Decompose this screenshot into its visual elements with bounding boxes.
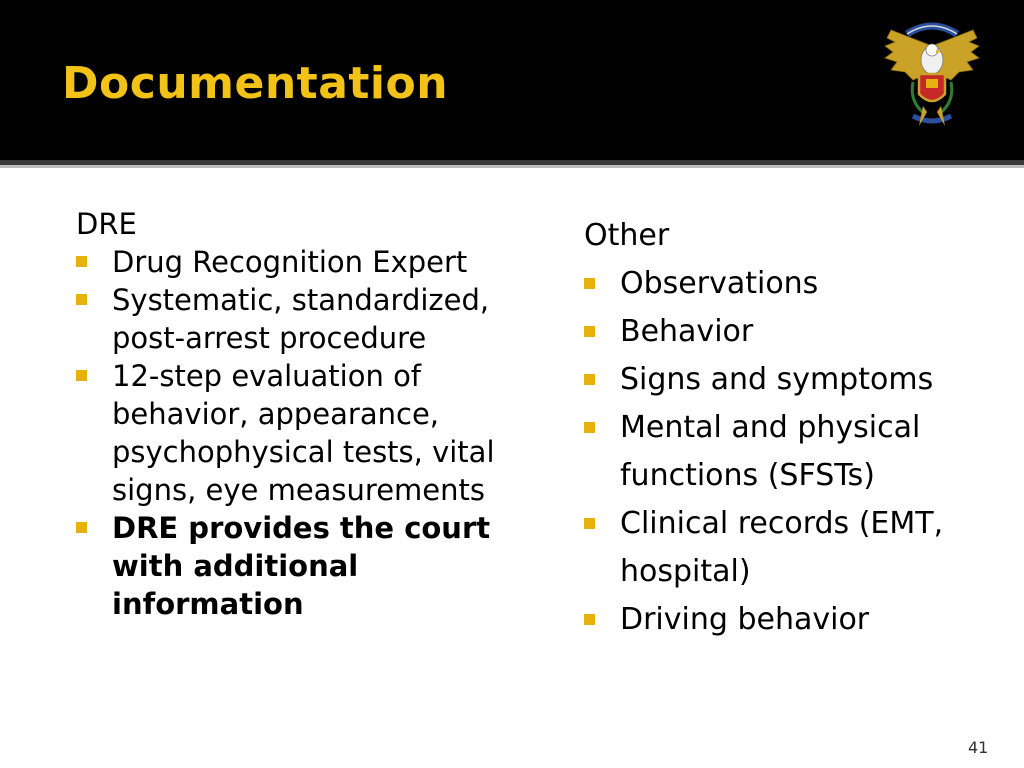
square-bullet-icon	[76, 256, 87, 267]
square-bullet-icon	[584, 278, 595, 289]
right-column-heading: Other	[584, 218, 670, 253]
bullet-text-emphasis: DRE provides the court with additional information	[112, 511, 491, 621]
bullet-text: Signs and symptoms	[620, 362, 934, 397]
square-bullet-icon	[584, 326, 595, 337]
bullet-text: 12-step evaluation of behavior, appearance, psychophysical tests, vital signs, eye measurements	[112, 359, 495, 507]
list-item	[76, 357, 496, 509]
bullet-text: Driving behavior	[620, 602, 870, 637]
list-item	[584, 260, 1004, 308]
right-bullet-list	[584, 260, 1004, 644]
square-bullet-icon	[584, 518, 595, 529]
square-bullet-icon	[584, 614, 595, 625]
slide-title: Documentation	[62, 58, 449, 109]
bullet-text: Systematic, standardized, post-arrest procedure	[112, 283, 490, 355]
slide-number: 41	[968, 738, 989, 757]
right-column	[584, 212, 1004, 644]
list-item	[76, 281, 496, 357]
square-bullet-icon	[584, 422, 595, 433]
left-column-heading: DRE	[76, 207, 137, 241]
list-item	[76, 243, 496, 281]
list-item	[584, 356, 1004, 404]
square-bullet-icon	[76, 522, 87, 533]
bullet-text: Mental and physical functions (SFSTs)	[620, 410, 921, 493]
list-item	[584, 404, 1004, 500]
bullet-text: Clinical records (EMT, hospital)	[620, 506, 944, 589]
left-column	[76, 205, 496, 623]
eagle-crest-icon	[883, 16, 981, 128]
bullet-text: Drug Recognition Expert	[112, 245, 468, 279]
list-item	[584, 500, 1004, 596]
bullet-text: Behavior	[620, 314, 754, 349]
title-divider-shadow	[0, 165, 1024, 168]
square-bullet-icon	[76, 294, 87, 305]
bullet-text: Observations	[620, 266, 819, 301]
left-bullet-list	[76, 243, 496, 623]
list-item	[584, 596, 1004, 644]
list-item	[584, 308, 1004, 356]
list-item	[76, 509, 496, 623]
square-bullet-icon	[584, 374, 595, 385]
square-bullet-icon	[76, 370, 87, 381]
